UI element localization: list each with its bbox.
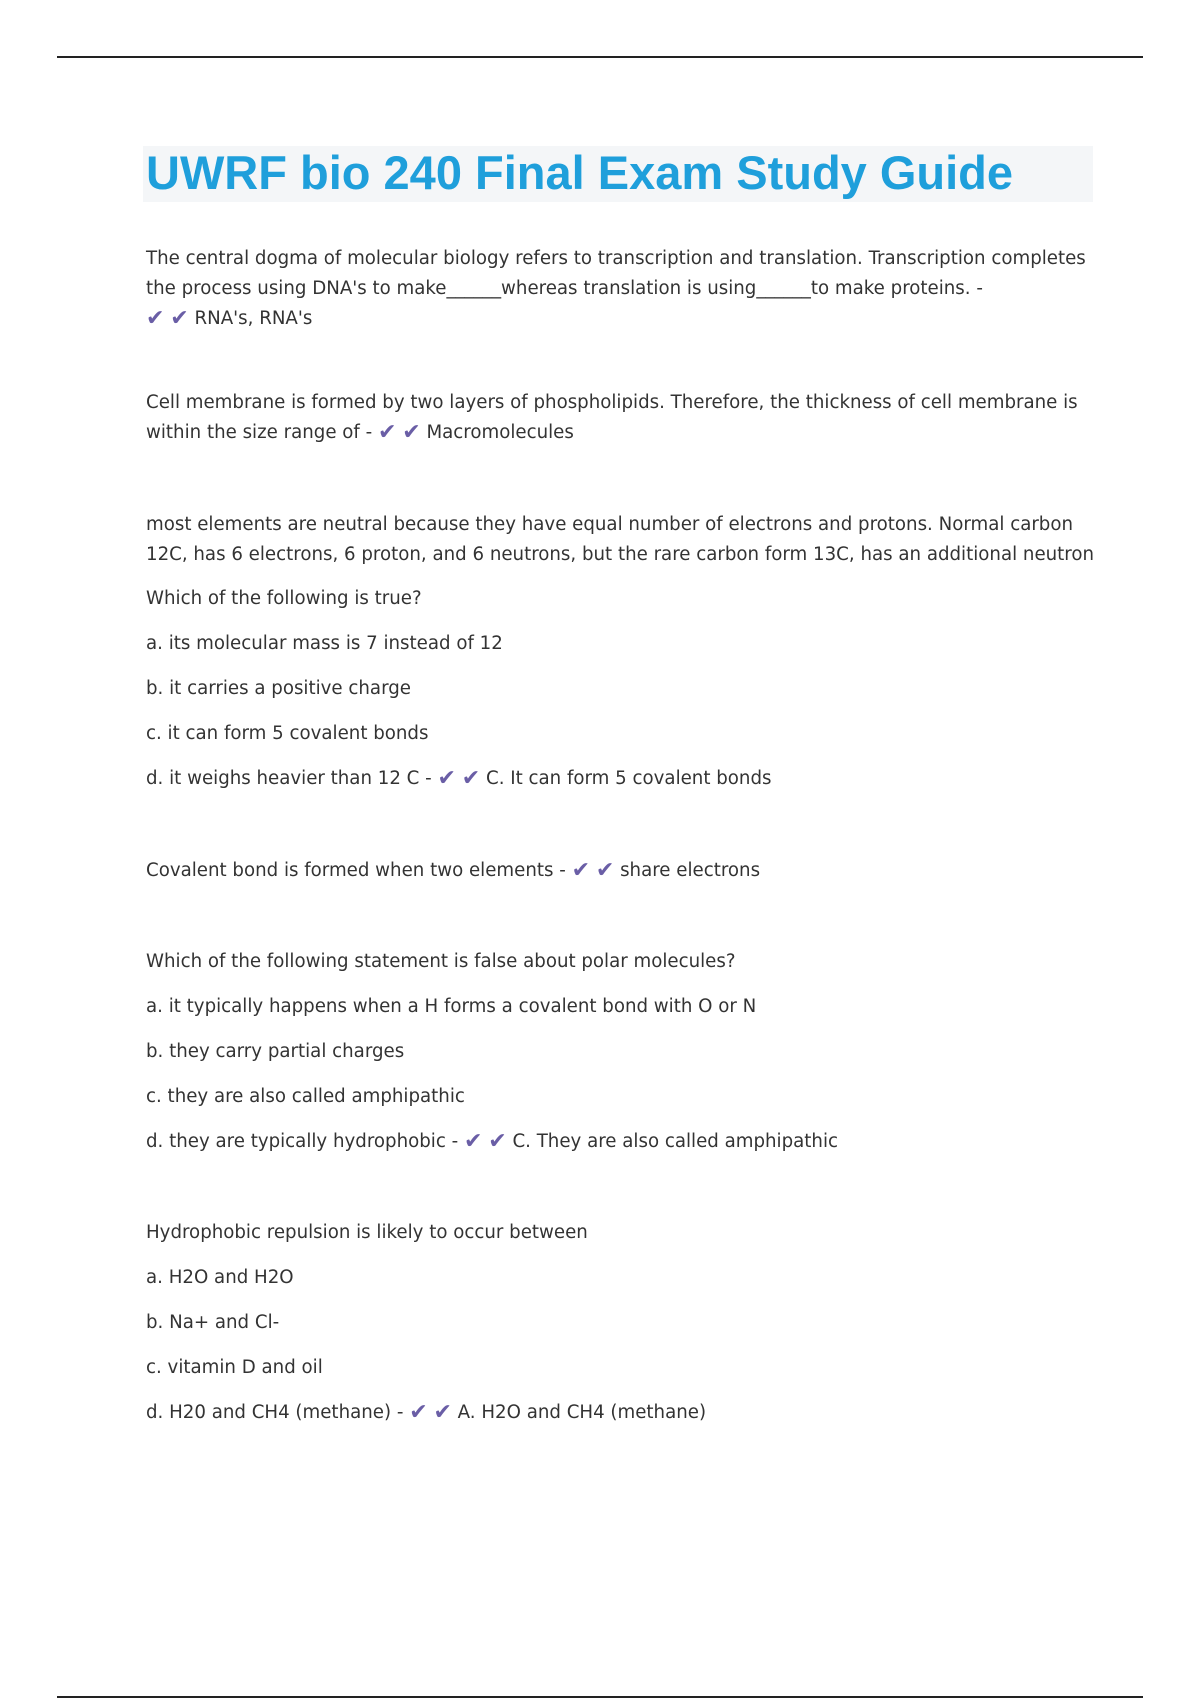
- check-icon: ✔: [170, 306, 189, 331]
- q5-option-d: d. they are typically hydrophobic -: [146, 1131, 459, 1152]
- check-icon: ✔: [409, 1400, 428, 1425]
- q3-option-c: c. it can form 5 covalent bonds: [146, 723, 429, 744]
- q6-option-c: c. vitamin D and oil: [146, 1357, 323, 1378]
- check-icon: ✔: [433, 1400, 452, 1425]
- question-6: [146, 1218, 1106, 1428]
- q3-text-line-2: 12C, has 6 electrons, 6 proton, and 6 neutrons, but the rare carbon form 13C, has an additional neutron: [146, 544, 1095, 565]
- q5-answer-line: [146, 1127, 1106, 1157]
- q6-answer-line: [146, 1398, 1106, 1428]
- check-icon: ✔: [463, 1129, 483, 1154]
- q6-answer: A. H2O and CH4 (methane): [457, 1402, 707, 1423]
- q3-option-a: a. its molecular mass is 7 instead of 12: [146, 633, 503, 654]
- check-icon: ✔: [377, 420, 397, 445]
- q5-option-c: c. they are also called amphipathic: [146, 1086, 465, 1107]
- check-icon: ✔: [437, 766, 456, 791]
- q2-text-line-1: Cell membrane is formed by two layers of phospholipids. Therefore, the thickness of cell membrane is: [146, 392, 1078, 413]
- q6-prompt: Hydrophobic repulsion is likely to occur between: [146, 1222, 588, 1243]
- document-title: UWRF bio 240 Final Exam Study Guide: [146, 146, 1014, 199]
- q6-option-d: d. H20 and CH4 (methane) -: [146, 1402, 404, 1423]
- q3-option-d: d. it weighs heavier than 12 C -: [146, 768, 432, 789]
- q4-answer: share electrons: [620, 860, 761, 881]
- q1-answer-line: [146, 304, 1106, 334]
- check-icon: ✔: [571, 858, 591, 883]
- question-1: [146, 244, 1106, 334]
- question-4: [146, 856, 1106, 886]
- bottom-rule: [57, 1696, 1143, 1698]
- question-5: [146, 947, 1106, 1157]
- q5-answer: C. They are also called amphipathic: [512, 1131, 839, 1152]
- q4-text-line-1: Covalent bond is formed when two elements -: [146, 860, 566, 881]
- q5-prompt: Which of the following statement is false about polar molecules?: [146, 951, 736, 972]
- document-body: [146, 244, 1106, 1428]
- q2-answer: Macromolecules: [426, 422, 574, 443]
- q3-answer-line: [146, 764, 1106, 794]
- top-rule: [57, 56, 1143, 58]
- q3-answer: C. It can form 5 covalent bonds: [486, 768, 772, 789]
- q4-answer-line: [146, 856, 1106, 886]
- check-icon: ✔: [146, 306, 165, 331]
- check-icon: ✔: [595, 858, 615, 883]
- check-icon: ✔: [461, 766, 481, 791]
- q1-text-line-2: the process using DNA's to make______whereas translation is using______to make proteins. -: [146, 278, 983, 299]
- q3-option-b: b. it carries a positive charge: [146, 678, 411, 699]
- check-icon: ✔: [402, 420, 421, 445]
- q6-option-b: b. Na+ and Cl-: [146, 1312, 280, 1333]
- q1-answer: RNA's, RNA's: [194, 308, 313, 329]
- q5-option-a: a. it typically happens when a H forms a covalent bond with O or N: [146, 996, 757, 1017]
- q3-text-line-1: most elements are neutral because they have equal number of electrons and protons. Normal carbon: [146, 514, 1074, 535]
- q2-answer-line: [146, 418, 1106, 448]
- question-2: [146, 388, 1106, 448]
- question-3: [146, 510, 1106, 794]
- q2-text-line-2: within the size range of -: [146, 422, 373, 443]
- check-icon: ✔: [488, 1129, 507, 1154]
- q5-option-b: b. they carry partial charges: [146, 1041, 405, 1062]
- q6-option-a: a. H2O and H2O: [146, 1267, 294, 1288]
- q3-prompt: Which of the following is true?: [146, 588, 422, 609]
- q1-text-line-1: The central dogma of molecular biology refers to transcription and translation. Transcription completes: [146, 248, 1086, 269]
